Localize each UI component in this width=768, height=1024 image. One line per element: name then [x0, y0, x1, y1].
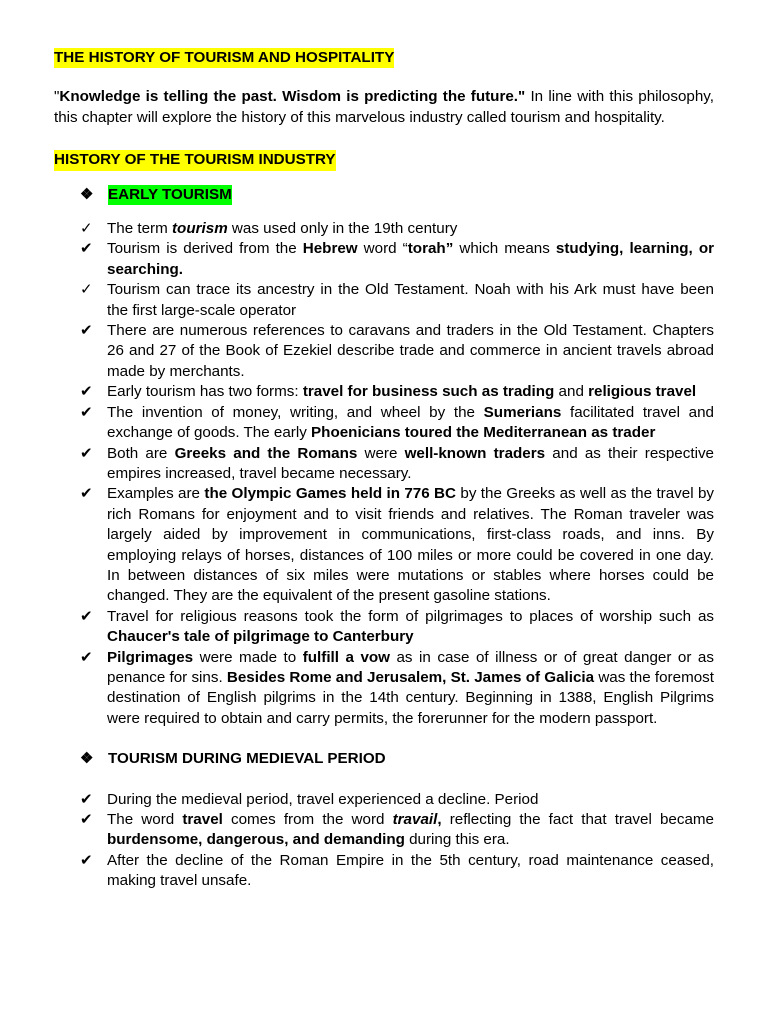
checkmark-icon: ✔ — [80, 790, 93, 808]
subsection-medieval — [80, 749, 714, 769]
text-run: Tourism can trace its ancestry in the Old Testament. Noah with his Ark must have been the first large-scale operator — [107, 281, 714, 319]
checkmark-icon: ✔ — [80, 851, 93, 869]
list-item — [54, 382, 714, 402]
text-run: The invention of money, writing, and wheel by the — [107, 403, 484, 421]
list-item — [54, 403, 714, 444]
list-item — [54, 648, 714, 730]
text-run: were made to — [193, 648, 303, 666]
checkmark-icon: ✔ — [80, 607, 93, 625]
checkmark-icon: ✔ — [80, 383, 93, 401]
list-item — [54, 851, 714, 892]
list-item — [54, 607, 714, 648]
text-run: There are numerous references to caravans and traders in the Old Testament. Chapters 26 and 27 of the Book of Ezekiel describe trade and commerce in ancient travels abroad made by merchants. — [107, 322, 714, 380]
list-item — [54, 219, 714, 239]
subsection-early-tourism — [80, 185, 714, 205]
subsection-title: TOURISM DURING MEDIEVAL PERIOD — [108, 750, 386, 768]
text-run: Besides Rome and Jerusalem, St. James of Galicia — [226, 668, 595, 686]
text-run: Pilgrimages — [107, 648, 194, 666]
checkmark-icon: ✔ — [80, 322, 93, 340]
checkmark-icon: ✔ — [80, 811, 93, 828]
text-run: tourism — [172, 220, 228, 238]
text-run: During the medieval period, travel experienced a decline. Period — [107, 790, 539, 808]
checkmark-icon: ✔ — [80, 403, 93, 421]
list-item — [54, 810, 714, 851]
text-run: facilitated travel and exchange of goods. The early — [107, 403, 714, 442]
text-run: by the Greeks as well as the travel by rich Romans for enjoyment and to visit friends and relatives. The Roman traveler was largely aided by improvement in communications, first-class roads, and inns. By employing relays of horses, distances of 100 miles or more could be covered in one day. In between distances of six miles were mutations or stables where horses could be changed. They are the equivalent of the present gasoline stations. — [107, 485, 714, 605]
text-run: during this era. — [404, 831, 510, 849]
text-run: Travel for religious reasons took the form of pilgrimages to places of worship such as — [107, 607, 714, 625]
list-item — [54, 239, 714, 280]
text-run: well-known traders — [404, 444, 546, 462]
intro-quote: Knowledge is telling the past. Wisdom is predicting the future." — [59, 88, 526, 106]
early-tourism-list — [54, 219, 714, 729]
text-run: Early tourism has two forms: — [107, 383, 303, 401]
text-run: The word — [107, 811, 183, 828]
text-run: , — [437, 811, 442, 828]
text-run: Both are — [107, 444, 175, 462]
text-run: Chaucer's tale of pilgrimage to Canterbury — [107, 628, 414, 646]
intro-paragraph — [54, 87, 714, 128]
text-run: Tourism is derived from the — [107, 240, 303, 258]
checkmark-icon: ✔ — [80, 648, 93, 666]
checkmark-icon: ✓ — [80, 281, 93, 299]
text-run: fulfill a vow — [302, 648, 390, 666]
checkmark-icon: ✔ — [80, 444, 93, 462]
section-heading-wrap — [54, 150, 714, 170]
text-run: Hebrew — [302, 240, 358, 258]
text-run: Sumerians — [483, 403, 562, 421]
list-item — [54, 444, 714, 485]
diamond-bullet-icon: ❖ — [80, 750, 94, 768]
text-run: studying, learning, or searching. — [107, 240, 715, 278]
text-run: which means — [453, 240, 556, 258]
text-run: comes from the word — [222, 811, 393, 828]
checkmark-icon: ✔ — [80, 485, 93, 503]
text-run: travel for business such as trading — [302, 383, 555, 401]
text-run: Examples are — [107, 485, 205, 503]
checkmark-icon: ✓ — [80, 220, 93, 238]
list-item — [54, 484, 714, 606]
intro-text: In line with this philosophy, this chapter will explore the history of this marvelous industry called tourism and hospitality. — [54, 88, 714, 126]
document-title: THE HISTORY OF TOURISM AND HOSPITALITY — [54, 48, 394, 68]
text-run: the Olympic Games held in 776 BC — [204, 485, 456, 503]
diamond-bullet-icon: ❖ — [80, 185, 94, 203]
text-run: as in case of illness or of great danger or as penance for sins. — [107, 648, 714, 686]
section-heading: HISTORY OF THE TOURISM INDUSTRY — [54, 150, 336, 170]
subsection-title: EARLY TOURISM — [108, 185, 232, 205]
list-item — [54, 790, 714, 810]
text-run: and — [554, 383, 589, 401]
text-run: word “ — [357, 240, 408, 258]
open-quote: " — [54, 88, 60, 106]
text-run: and as their respective empires increased, travel became necessary. — [107, 444, 714, 482]
text-run: was the foremost destination of English pilgrims in the 14th century. Beginning in 1388, English Pilgrims were required to obtain and carry permits, the forerunner for the modern passport. — [107, 668, 714, 727]
medieval-list — [54, 790, 714, 892]
text-run: burdensome, dangerous, and demanding — [107, 831, 405, 849]
text-run: travail — [392, 811, 438, 828]
text-run: The term — [107, 220, 172, 238]
text-run: Greeks and the Romans — [174, 444, 358, 462]
list-item — [54, 280, 714, 321]
text-run: travel — [182, 811, 223, 828]
list-item — [54, 321, 714, 382]
text-run: was used only in the 19th century — [227, 220, 458, 238]
text-run: Phoenicians toured the Mediterranean as trader — [311, 424, 656, 442]
title-wrap — [54, 48, 714, 68]
checkmark-icon: ✔ — [80, 240, 93, 258]
text-run: were — [357, 444, 405, 462]
text-run: religious travel — [588, 383, 697, 401]
text-run: reflecting the fact that travel became — [441, 811, 714, 828]
text-run: torah” — [407, 240, 454, 258]
text-run: After the decline of the Roman Empire in the 5th century, road maintenance ceased, making travel unsafe. — [107, 851, 714, 890]
